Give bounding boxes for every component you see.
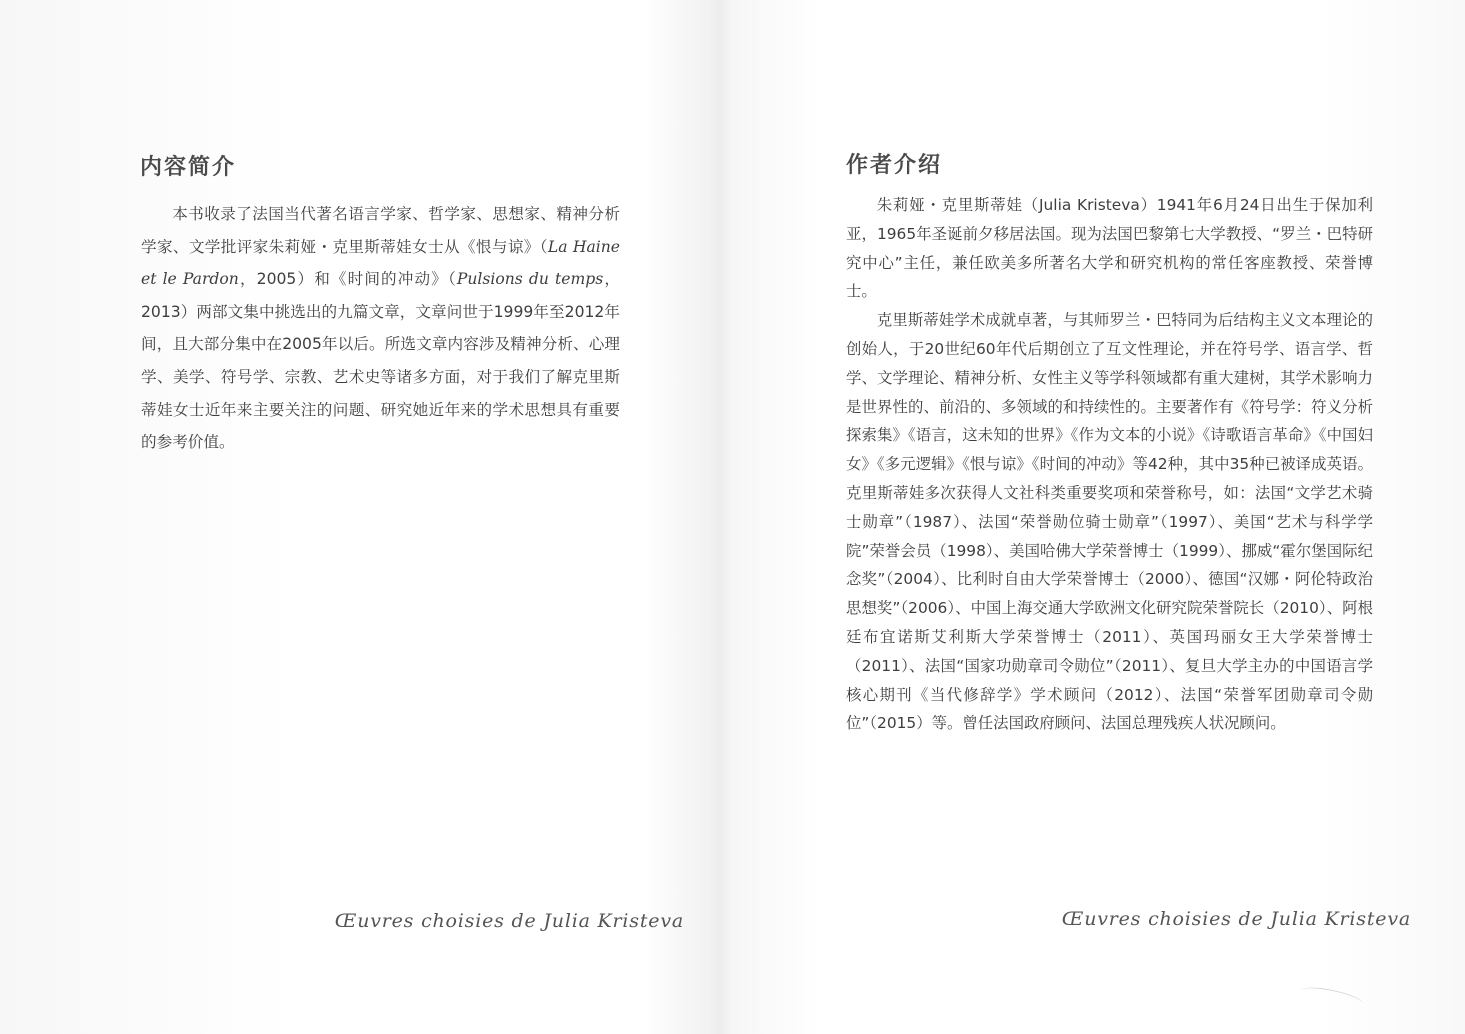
author-paragraph-1: 朱莉娅・克里斯蒂娃（Julia Kristeva）1941年6月24日出生于保加利亚，1965年圣诞前夕移居法国。现为法国巴黎第七大学教授、“罗兰・巴特研究中心”主任，兼任欧美多所著名大学和研究机构的常任客座教授、荣誉博士。 <box>846 196 1373 301</box>
summary-text-part-1: 本书收录了法国当代著名语言学家、哲学家、思想家、精神分析学家、文学批评家朱莉娅・克里斯蒂娃女士从《恨与谅》（ <box>141 205 620 256</box>
summary-text-part-2: ，2005）和《时间的冲动》（ <box>238 270 457 289</box>
series-footer: Œuvres choisies de Julia Kristeva <box>334 910 684 932</box>
content-summary <box>141 198 620 459</box>
left-page <box>0 0 720 1034</box>
series-footer: Œuvres choisies de Julia Kristeva <box>1061 908 1411 930</box>
page-heading: 作者介绍 <box>846 152 943 178</box>
author-introduction <box>846 191 1373 738</box>
right-page <box>722 0 1465 1034</box>
author-paragraph-2: 克里斯蒂娃学术成就卓著，与其师罗兰・巴特同为后结构主义文本理论的创始人，于20世纪60年代后期创立了互文性理论，并在符号学、语言学、哲学、文学理论、精神分析、女性主义等学科领域都有重大建树，其学术影响力是世界性的、前沿的、多领域的和持续性的。主要著作有《符号学：符义分析探索集》《语言，这未知的世界》《作为文本的小说》《诗歌语言革命》《中国妇女》《多元逻辑》《恨与谅》《时间的冲动》等42种，其中35种已被译成英语。克里斯蒂娃多次获得人文社科类重要奖项和荣誉称号，如：法国“文学艺术骑士勋章”（1987）、法国“荣誉勋位骑士勋章”（1997）、美国“艺术与科学学院”荣誉会员（1998）、美国哈佛大学荣誉博士（1999）、挪威“霍尔堡国际纪念奖”（2004）、比利时自由大学荣誉博士（2000）、德国“汉娜・阿伦特政治思想奖”（2006）、中国上海交通大学欧洲文化研究院荣誉院长（2010）、阿根廷布宜诺斯艾利斯大学荣誉博士（2011）、英国玛丽女王大学荣誉博士（2011）、法国“国家功勋章司令勋位”（2011）、复旦大学主办的中国语言学核心期刊《当代修辞学》学术顾问（2012）、法国“荣誉军团勋章司令勋位”（2015）等。曾任法国政府顾问、法国总理残疾人状况顾问。 <box>846 311 1373 733</box>
summary-paragraph <box>141 198 620 459</box>
book-title-la-haine: La Haine et le Pardon <box>141 237 621 289</box>
book-title-pulsions: Pulsions du temps <box>456 270 604 289</box>
summary-text-part-3: ，2013）两部文集中挑选出的九篇文章，文章问世于1999年至2012年间，且大部分集中在2005年以后。所选文章内容涉及精神分析、心理学、美学、符号学、宗教、艺术史等诸多方面，对于我们了解克里斯蒂娃女士近年来主要关注的问题、研究她近年来的学术思想具有重要的参考价值。 <box>141 270 620 452</box>
page-heading: 内容简介 <box>140 154 237 180</box>
